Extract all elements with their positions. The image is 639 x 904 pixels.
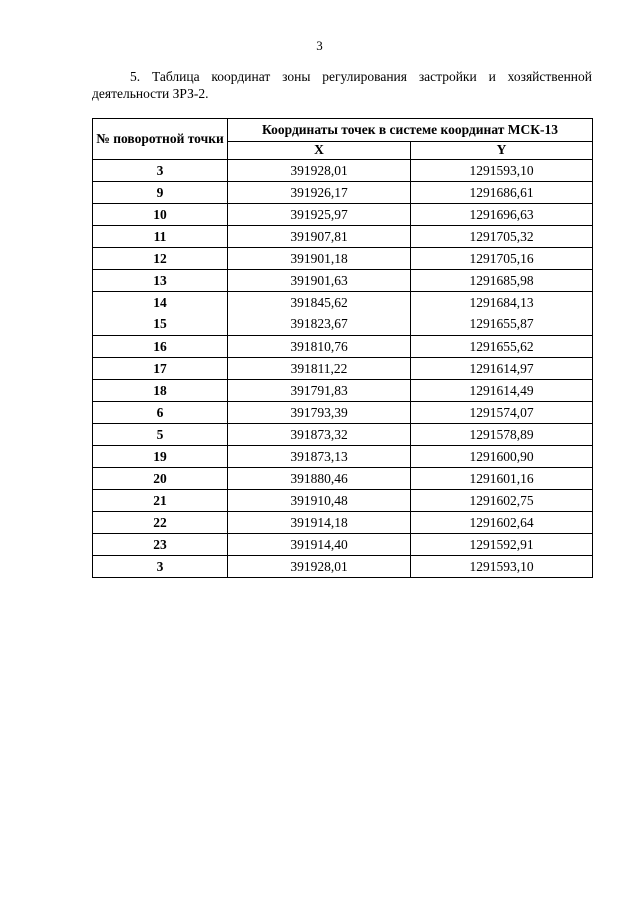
x-coordinate-cell: 391928,01 [228, 160, 411, 182]
table-row [93, 248, 593, 270]
table-row [93, 556, 593, 578]
x-coordinate-cell: 391914,40 [228, 534, 411, 556]
x-coordinate-cell: 391810,76 [228, 336, 411, 358]
x-coordinate-cell: 391880,46 [228, 468, 411, 490]
table-row [93, 446, 593, 468]
point-number-cell: 23 [93, 534, 228, 556]
header-x: X [228, 141, 411, 159]
x-coordinate-cell: 391823,67 [228, 314, 411, 336]
point-number-cell: 5 [93, 424, 228, 446]
y-coordinate-cell: 1291602,75 [411, 490, 593, 512]
point-number-cell: 9 [93, 182, 228, 204]
x-coordinate-cell: 391811,22 [228, 358, 411, 380]
x-coordinate-cell: 391901,63 [228, 270, 411, 292]
table-row [93, 534, 593, 556]
y-coordinate-cell: 1291593,10 [411, 556, 593, 578]
y-coordinate-cell: 1291684,13 [411, 292, 593, 314]
y-coordinate-cell: 1291593,10 [411, 160, 593, 182]
y-coordinate-cell: 1291600,90 [411, 446, 593, 468]
y-coordinate-cell: 1291601,16 [411, 468, 593, 490]
table-row [93, 336, 593, 358]
header-coordinates: Координаты точек в системе координат МСК-13 [228, 119, 593, 142]
x-coordinate-cell: 391873,32 [228, 424, 411, 446]
point-number-cell: 14 [93, 292, 228, 314]
y-coordinate-cell: 1291602,64 [411, 512, 593, 534]
y-coordinate-cell: 1291655,62 [411, 336, 593, 358]
table-row [93, 424, 593, 446]
point-number-cell: 3 [93, 160, 228, 182]
point-number-cell: 10 [93, 204, 228, 226]
table-row [93, 160, 593, 182]
x-coordinate-cell: 391910,48 [228, 490, 411, 512]
point-number-cell: 6 [93, 402, 228, 424]
table-row [93, 270, 593, 292]
point-number-cell: 15 [93, 314, 228, 336]
x-coordinate-cell: 391873,13 [228, 446, 411, 468]
y-coordinate-cell: 1291686,61 [411, 182, 593, 204]
y-coordinate-cell: 1291614,97 [411, 358, 593, 380]
table-row [93, 402, 593, 424]
table-row [93, 204, 593, 226]
point-number-cell: 19 [93, 446, 228, 468]
table-row [93, 182, 593, 204]
x-coordinate-cell: 391914,18 [228, 512, 411, 534]
y-coordinate-cell: 1291696,63 [411, 204, 593, 226]
x-coordinate-cell: 391926,17 [228, 182, 411, 204]
table-row [93, 490, 593, 512]
table-row [93, 512, 593, 534]
table-row [93, 358, 593, 380]
x-coordinate-cell: 391907,81 [228, 226, 411, 248]
header-y: Y [411, 141, 593, 159]
coordinates-table [92, 118, 593, 578]
x-coordinate-cell: 391845,62 [228, 292, 411, 314]
y-coordinate-cell: 1291574,07 [411, 402, 593, 424]
x-coordinate-cell: 391901,18 [228, 248, 411, 270]
table-row [93, 314, 593, 336]
x-coordinate-cell: 391793,39 [228, 402, 411, 424]
x-coordinate-cell: 391928,01 [228, 556, 411, 578]
page-number: 3 [316, 38, 323, 53]
point-number-cell: 3 [93, 556, 228, 578]
point-number-cell: 18 [93, 380, 228, 402]
point-number-cell: 20 [93, 468, 228, 490]
table-body [93, 160, 593, 578]
point-number-cell: 13 [93, 270, 228, 292]
table-heading: 5. Таблица координат зоны регулирования застройки и хозяйственной деятельности ЗРЗ-2. [92, 69, 592, 101]
table-row [93, 226, 593, 248]
y-coordinate-cell: 1291655,87 [411, 314, 593, 336]
x-coordinate-cell: 391791,83 [228, 380, 411, 402]
header-point-number: № поворотной точки [93, 119, 228, 160]
y-coordinate-cell: 1291578,89 [411, 424, 593, 446]
table-row [93, 380, 593, 402]
x-coordinate-cell: 391925,97 [228, 204, 411, 226]
point-number-cell: 11 [93, 226, 228, 248]
point-number-cell: 12 [93, 248, 228, 270]
point-number-cell: 16 [93, 336, 228, 358]
y-coordinate-cell: 1291705,16 [411, 248, 593, 270]
y-coordinate-cell: 1291705,32 [411, 226, 593, 248]
table-row [93, 292, 593, 314]
y-coordinate-cell: 1291614,49 [411, 380, 593, 402]
y-coordinate-cell: 1291592,91 [411, 534, 593, 556]
point-number-cell: 17 [93, 358, 228, 380]
y-coordinate-cell: 1291685,98 [411, 270, 593, 292]
table-row [93, 468, 593, 490]
point-number-cell: 21 [93, 490, 228, 512]
point-number-cell: 22 [93, 512, 228, 534]
